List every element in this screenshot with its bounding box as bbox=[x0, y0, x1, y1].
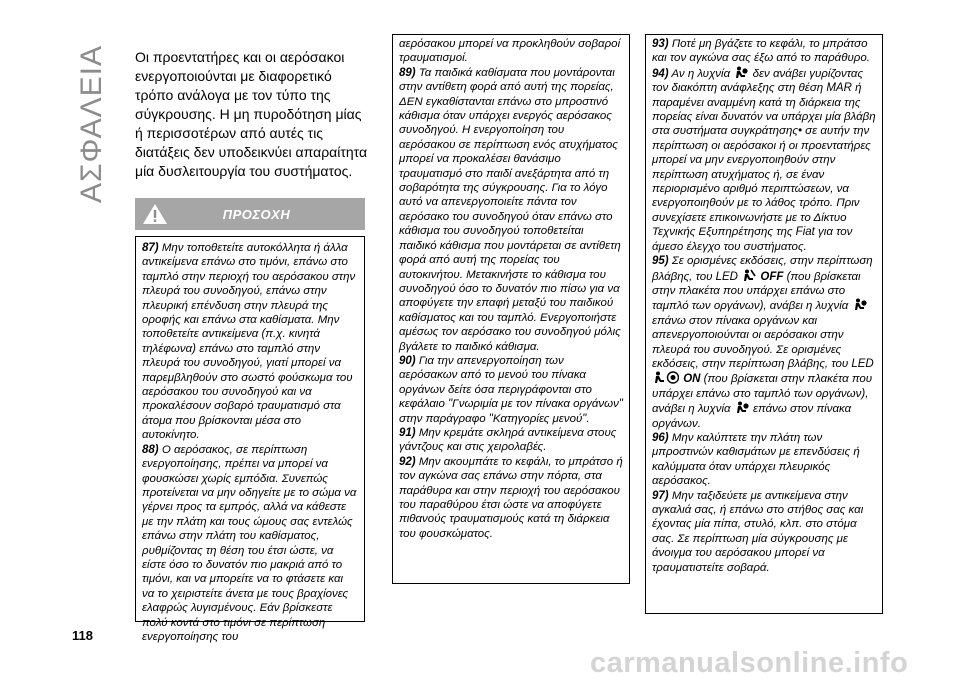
warning-item-97 bbox=[652, 489, 876, 575]
warning-item-87 bbox=[142, 241, 358, 443]
item-number: 92) bbox=[399, 455, 416, 468]
item-number: 91) bbox=[399, 426, 416, 439]
item-text: Ποτέ μη βγάζετε το κεφάλι, το μπράτσο και τον αγκώνα σας έξω από το παράθυρο. bbox=[652, 38, 870, 65]
item-text: (που βρίσκεται στην πλακέτα που υπάρχει επάνω στο ταμπλό των οργάνων), ανάβει η λυχνία bbox=[652, 270, 861, 313]
warning-item-96 bbox=[652, 431, 876, 489]
warning-triangle-icon bbox=[142, 202, 168, 226]
item-number: 89) bbox=[399, 66, 416, 79]
item-text: Ο αερόσακος, σε περίπτωση ενεργοποίησης, πρέπει να μπορεί να φουσκώσει χωρίς εμπόδια. Συνεπώς προτείνεται να μην οδηγείτε με το σώμα να γέρνει προς τα εμπρός, αλλά να κάθεστε με την πλάτη και τους ώμους σας εντελώς επάνω στην πλάτη του καθίσματος, ρυθμίζοντας τη θέση του έτσι ώστε, να είστε όσο το δυνατόν πιο μακριά από το τιμόνι, και να μπορείτε να το φτάσετε και να το χειριστείτε άνετα με τους βραχίονες ελαφρώς λυγισμένους. Εάν βρίσκεστε πολύ κοντά στο τιμόνι σε περίπτωση ενεργοποίησης του bbox=[142, 443, 357, 643]
item-number: 88) bbox=[142, 443, 159, 456]
item-text: Μην καλύπτετε την πλάτη των μπροστινών καθισμάτων με επενδύσεις ή καλύμματα όταν υπάρχει πλευρικός αερόσακος. bbox=[652, 431, 860, 488]
warning-item-89 bbox=[399, 66, 623, 354]
item-number: 95) bbox=[652, 255, 669, 268]
warning-item-95 bbox=[652, 254, 876, 431]
warning-box-column-2 bbox=[392, 34, 630, 584]
warning-item-88-continued bbox=[399, 37, 623, 66]
item-text: Μην ακουμπάτε το κεφάλι, το μπράτσο ή τον αγκώνα σας επάνω στην πόρτα, στα παράθυρα και στην περιοχή του αερόσακου του παραθύρου έτσι ώστε να αποφύγετε πιθανούς τραυματισμούς κατά τη διάρκεια του φουσκώματος. bbox=[399, 455, 623, 540]
item-text: Μην τοποθετείτε αυτοκόλλητα ή άλλα αντικείμενα επάνω στο τιμόνι, επάνω στο ταμπλό στην περιοχή του αερόσακου στην πλευρά του συνοδηγού, επάνω στην πλευρική επένδυση στην πλευρά της οροφής και επάνω στα καθίσματα. Μην τοποθετείτε αντικείμενα (π.χ. κινητά τηλέφωνα) επάνω στο ταμπλό στην πλευρά του συνοδηγού, γιατί μπορεί να παρεμβληθούν στο σωστό φούσκωμα του αερόσακου του συνοδηγού και να προκαλέσουν σοβαρό τραυματισμό στα άτομα που βρίσκονται μέσα στο αυτοκίνητο. bbox=[142, 242, 356, 442]
item-text: αερόσακου μπορεί να προκληθούν σοβαροί τραυματισμοί. bbox=[399, 38, 621, 65]
watermark: carmanualsonline.info bbox=[590, 647, 909, 679]
item-text: Για την απενεργοποίηση των αερόσακων από το μενού του πίνακα οργάνων δείτε όσα περιγράφονται στο κεφάλαιο "Γνωριμία με τον πίνακα οργάνων" στην παράγραφο "Κατηγορίες μενού". bbox=[399, 354, 623, 425]
section-title-text: ΑΣΦΑΛΕΙΑ bbox=[75, 44, 108, 204]
item-text: Αν η λυχνία bbox=[671, 67, 731, 80]
item-text: (που βρίσκεται στην πλακέτα που υπάρχει επάνω στο ταμπλό των οργάνων), ανάβει η λυχνία bbox=[652, 373, 873, 416]
warning-box-column-3 bbox=[645, 34, 883, 614]
item-text: Μην ταξιδεύετε με αντικείμενα στην αγκαλιά σας, ή επάνω στο στήθος σας και έχοντας μία πίπα, στυλό, κλπ. στο στόμα σας. Σε περίπτωση μία σύγκρουσης με άνοιγμα του αερόσακου μπορεί να τραυματιστείτε σοβαρά. bbox=[652, 489, 864, 574]
item-number: 96) bbox=[652, 431, 669, 444]
item-number: 90) bbox=[399, 354, 416, 367]
item-number: 97) bbox=[652, 489, 669, 502]
led-off-label: OFF bbox=[760, 270, 784, 283]
warning-item-93 bbox=[652, 37, 876, 66]
section-title bbox=[72, 44, 112, 204]
item-text: Τα παιδικά καθίσματα που μοντάρονται στην αντίθετη φορά από αυτή της πορείας, ΔΕΝ εγκαθίστανται επάνω στο μπροστινό κάθισμα όταν υπάρχει ενεργός αερόσακος συνοδηγού. Η ενεργοποίηση του αερόσακου σε περίπτωση ενός ατυχήματος μπορεί να προκαλέσει θανάσιμο τραυματισμό στο παιδί ανεξάρτητα από τη σοβαρότητα της σύγκρουσης. Για το λόγο αυτό να απενεργοποιείτε πάντα τον αερόσακο του συνοδηγού όταν επάνω στο κάθισμα του συνοδηγού τοποθετείται παιδικό κάθισμα που μοντάρεται σε αντίθετη φορά από αυτή της πορείας του αυτοκινήτου. Μετακινήστε το κάθισμα του συνοδηγού όσο το δυνατόν πιο πίσω για να αποφύγετε την επαφή μεταξύ του παιδικού καθίσματος και του ταμπλό. Ενεργοποιήστε αμέσως τον αερόσακο του συνοδηγού μόλις βγάλετε το παιδικό κάθισμα. bbox=[399, 66, 621, 353]
airbag-warning-light-icon bbox=[735, 401, 749, 414]
warning-item-94 bbox=[652, 66, 876, 254]
warning-item-92 bbox=[399, 455, 623, 541]
intro-paragraph: Οι προεντατήρες και οι αερόσακοι ενεργοποιούνται με διαφορετικό τρόπο ανάλογα με τον τύπο της σύγκρουσης. Η μη πυροδότηση μίας ή περισσοτέρων από αυτές τις διατάξεις δεν υποδεικνύει απαραίτητα μία δυσλειτουργία του συστήματος. bbox=[135, 49, 368, 179]
item-number: 87) bbox=[142, 242, 159, 254]
page-number: 118 bbox=[72, 628, 93, 643]
airbag-warning-light-icon bbox=[853, 298, 867, 311]
airbag-warning-light-icon bbox=[734, 66, 748, 79]
item-number: 94) bbox=[652, 67, 669, 80]
led-on-label: ON bbox=[683, 373, 701, 386]
passenger-airbag-on-icon bbox=[653, 371, 679, 384]
item-text: Μην κρεμάτε σκληρά αντικείμενα στους γάντζους και στις χειρολαβές. bbox=[399, 426, 617, 454]
warning-item-88 bbox=[142, 443, 358, 645]
item-text: επάνω στον πίνακα οργάνων και απενεργοποιούνται οι αερόσακοι στην πλευρά του συνοδηγού. Σε ορισμένες εκδόσεις, στην περίπτωση βλάβης, του LED bbox=[652, 314, 874, 370]
item-text: επάνω στον πίνακα οργάνων. bbox=[652, 403, 852, 430]
warning-header bbox=[135, 198, 365, 230]
warning-item-91 bbox=[399, 426, 623, 455]
warning-title: ΠΡΟΣΟΧΗ bbox=[222, 206, 291, 222]
passenger-airbag-off-icon bbox=[742, 269, 756, 282]
warning-box-column-1 bbox=[135, 236, 365, 643]
item-number: 93) bbox=[652, 38, 669, 50]
warning-item-90 bbox=[399, 354, 623, 426]
item-text: Σε ορισμένες εκδόσεις, στην περίπτωση βλάβης, του LED bbox=[652, 255, 873, 283]
item-text: δεν ανάβει γυρίζοντας τον διακόπτη ανάφλεξης στη θέση MAR ή παραμένει αναμμένη κατά τη διάρκεια της πορείας είναι δυνατόν να υπάρχει μία βλάβη στα συστήματα συγκράτησης• σε αυτήν την περίπτωση οι αερόσακοι ή οι προεντατήρες μπορεί να μην ενεργοποιηθούν στην περίπτωση ατυχήματος ή, σε έναν περιορισμένο αριθμό περιπτώσεων, να ενεργοποιηθούν με το λάθος τρόπο. Πριν συνεχίσετε επικοινωνήστε με το Δίκτυο Τεχνικής Εξυπηρέτησης της Fiat για τον άμεσο έλεγχο του συστήματος. bbox=[652, 67, 876, 253]
